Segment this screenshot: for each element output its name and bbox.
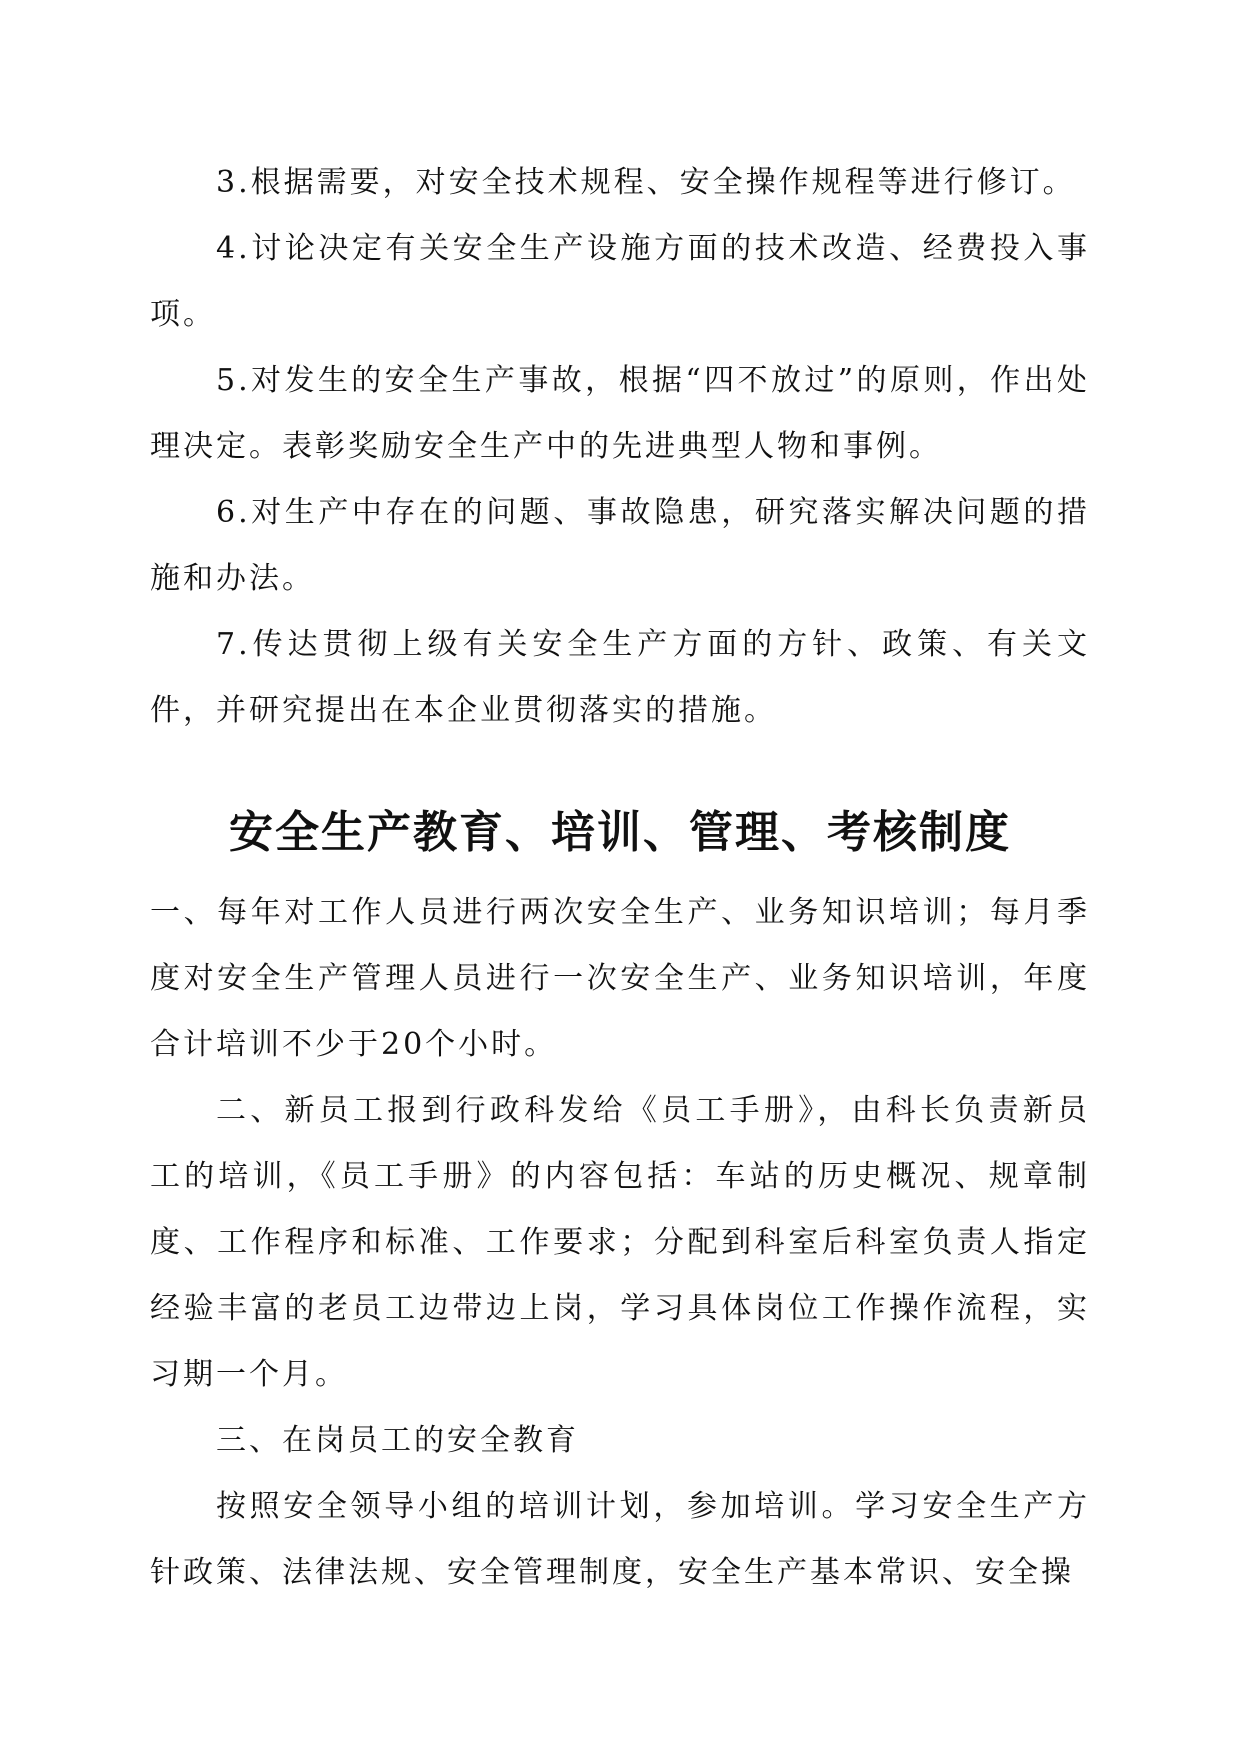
paragraph-section-three-heading: 三、在岗员工的安全教育 xyxy=(216,1423,579,1458)
paragraph-item-3: 3.根据需要，对安全技术规程、安全操作规程等进行修订。 xyxy=(216,165,1076,200)
paragraph-item-6: 6.对生产中存在的问题、事故隐患，研究落实解决问题的措施和办法。 xyxy=(150,495,1090,596)
paragraph-section-three-body: 按照安全领导小组的培训计划，参加培训。学习安全生产方针政策、法律法规、安全管理制度，安全生产基本常识、安全操 xyxy=(150,1489,1090,1590)
paragraph-item-5: 5.对发生的安全生产事故，根据“四不放过”的原则，作出处理决定。表彰奖励安全生产中的先进典型人物和事例。 xyxy=(150,363,1090,464)
paragraph-section-two: 二、新员工报到行政科发给《员工手册》，由科长负责新员工的培训，《员工手册》的内容包括：车站的历史概况、规章制度、工作程序和标准、工作要求；分配到科室后科室负责人指定经验丰富的老员工边带边上岗，学习具体岗位工作操作流程，实习期一个月。 xyxy=(150,1093,1090,1392)
paragraph-section-one: 一、每年对工作人员进行两次安全生产、业务知识培训；每月季度对安全生产管理人员进行一次安全生产、业务知识培训，年度合计培训不少于20个小时。 xyxy=(150,895,1090,1062)
paragraph-item-7: 7.传达贯彻上级有关安全生产方面的方针、政策、有关文件，并研究提出在本企业贯彻落实的措施。 xyxy=(150,627,1090,728)
section-title: 安全生产教育、培训、管理、考核制度 xyxy=(229,807,1011,858)
paragraph-item-4: 4.讨论决定有关安全生产设施方面的技术改造、经费投入事项。 xyxy=(150,231,1090,332)
